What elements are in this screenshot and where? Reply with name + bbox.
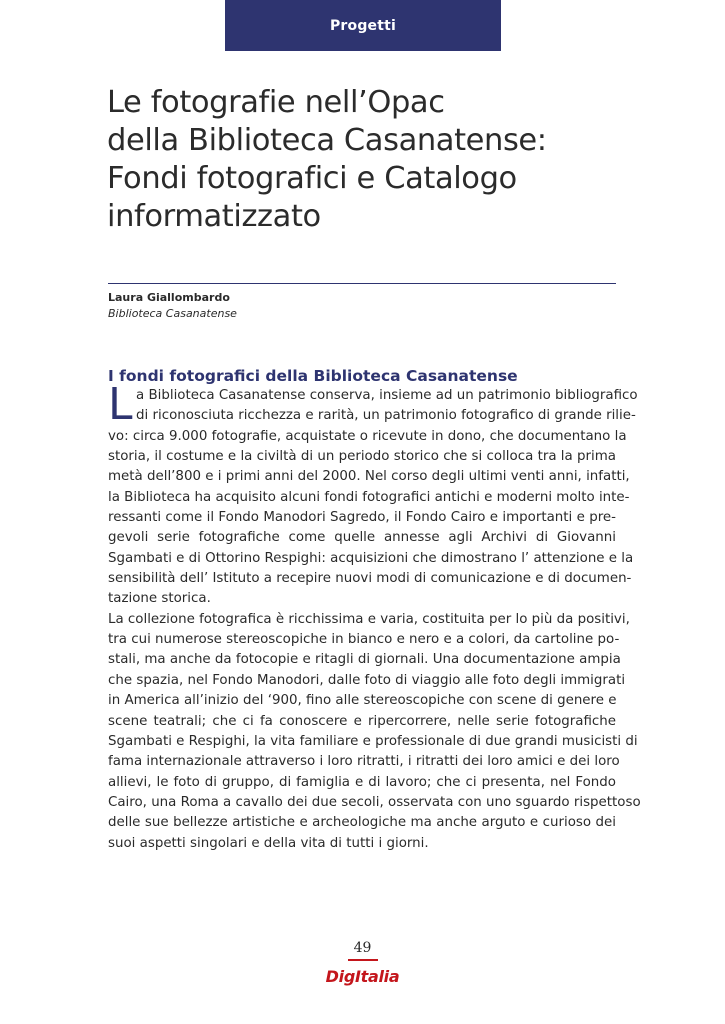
section-tab [225,0,501,51]
author-affiliation: Biblioteca Casanatense [108,307,237,320]
section-label: Progetti [329,17,397,34]
page-number-rule [348,959,378,961]
title-line: Fondi fotografici e Catalogo [107,161,517,196]
body-line: allievi, le foto di gruppo, di famiglia e di lavoro; che ci presenta, nel Fondo [108,774,616,790]
title-line: informatizzato [107,199,321,234]
author-name: Laura Giallombardo [108,291,230,304]
section-heading: I fondi fotografici della Biblioteca Casanatense [108,367,518,385]
body-line: Cairo, una Roma a cavallo dei due secoli, osservata con uno sguardo rispettoso [108,794,641,810]
digitalia-logo: DigItalia [325,967,400,986]
article-body [108,386,641,854]
page-number: 49 [353,940,372,956]
body-line: metà dell’800 e i primi anni del 2000. Nel corso degli ultimi venti anni, infatti, [108,469,630,485]
body-line: sensibilità dell’ Istituto a recepire nuovi modi di comunicazione e di documen- [108,571,632,587]
body-line: suoi aspetti singolari e della vita di tutti i giorni. [108,835,429,851]
body-line: La collezione fotografica è ricchissima e varia, costituita per lo più da positivi, [108,611,630,627]
article-title [107,84,627,236]
body-line: tazione storica. [108,591,211,607]
body-line: stali, ma anche da fotocopie e ritagli di giornali. Una documentazione ampia [108,652,621,668]
body-line: Sgambati e di Ottorino Respighi: acquisizioni che dimostrano l’ attenzione e la [108,550,634,566]
body-line: di riconosciuta ricchezza e rarità, un patrimonio fotografico di grande rilie- [136,408,636,424]
drop-cap: L [108,379,133,430]
body-line: storia, il costume e la civiltà di un periodo storico che si colloca tra la prima [108,449,616,465]
body-line: scene teatrali; che ci fa conoscere e ripercorrere, nelle serie fotografiche [108,713,616,729]
body-line: tra cui numerose stereoscopiche in bianco e nero e a colori, da cartoline po- [108,632,620,648]
body-line: fama internazionale attraverso i loro ritratti, i ritratti dei loro amici e dei loro [108,754,620,770]
body-line: che spazia, nel Fondo Manodori, dalle foto di viaggio alle foto degli immigrati [108,672,626,688]
title-line: Le fotografie nell’Opac [107,85,445,120]
body-line: ressanti come il Fondo Manodori Sagredo, il Fondo Cairo e importanti e pre- [108,510,616,526]
body-line: gevoli serie fotografiche come quelle annesse agli Archivi di Giovanni [108,530,616,546]
body-line: la Biblioteca ha acquisito alcuni fondi fotografici antichi e moderni molto inte- [108,489,630,505]
body-line: a Biblioteca Casanatense conserva, insieme ad un patrimonio bibliografico [136,388,638,403]
body-line: vo: circa 9.000 fotografie, acquistate o ricevute in dono, che documentano la [108,428,627,444]
body-line: delle sue bellezze artistiche e archeologiche ma anche arguto e curioso dei [108,815,616,831]
body-line: Sgambati e Respighi, la vita familiare e professionale di due grandi musicisti di [108,733,638,749]
body-line: in America all’inizio del ‘900, fino alle stereoscopiche con scene di genere e [108,693,617,709]
title-line: della Biblioteca Casanatense: [107,123,547,158]
title-divider [108,283,616,284]
